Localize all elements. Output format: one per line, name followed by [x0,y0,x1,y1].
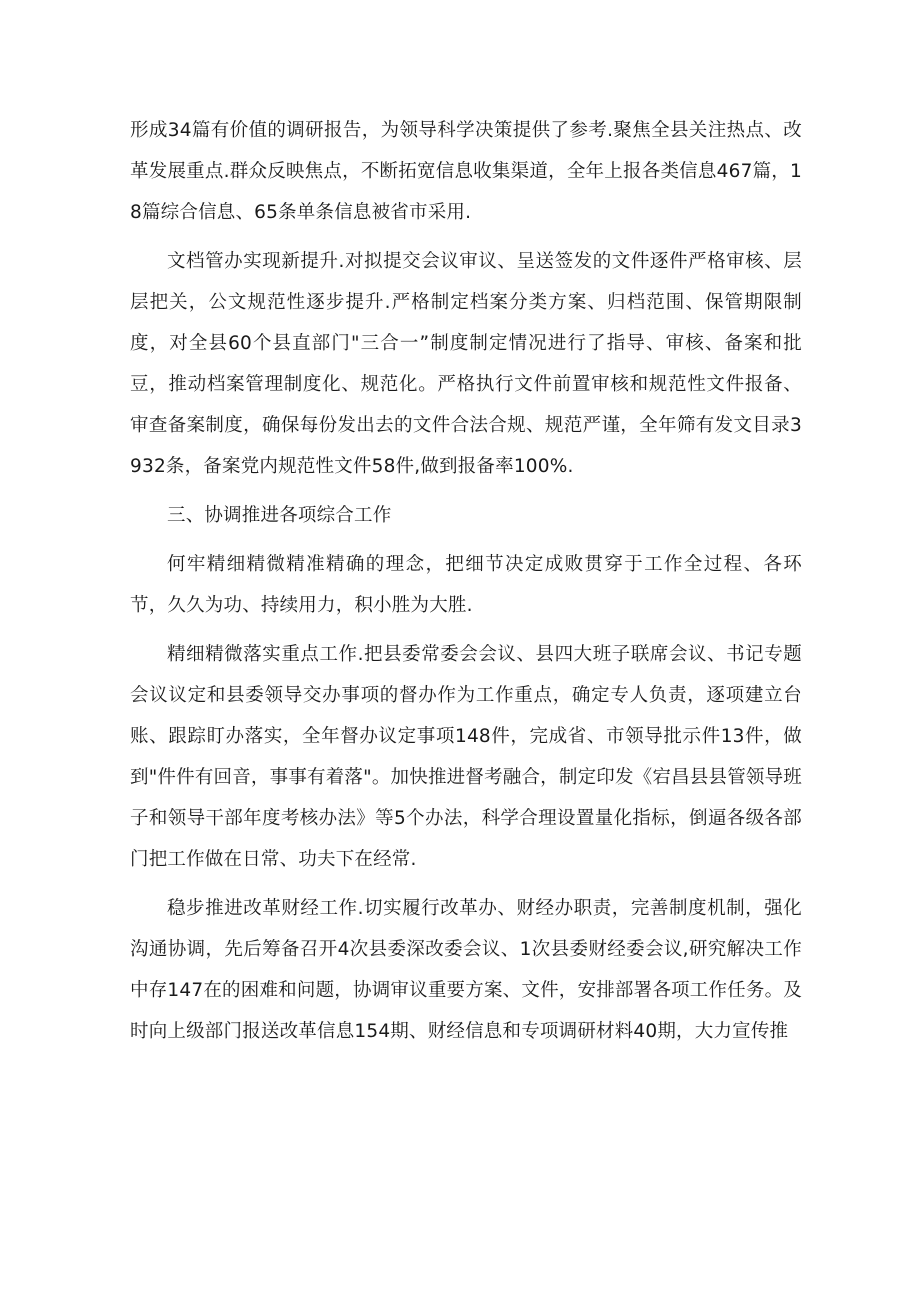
section-heading-coordination: 三、协调推进各项综合工作 [167,505,392,526]
document-body [130,110,802,1052]
paragraph-reform-finance-work: 稳步推进改革财经工作.切实履行改革办、财经办职责，完善制度机制，强化沟通协调，先后筹备召开4次县委深改委会议、1次县委财经委会议,研究解决工作中存147在的困难和问题，协调审议重要方案、文件，安排部署各项工作任务。及时向上级部门报送改革信息154期、财经信息和专项调研材料40期，大力宣传推 [130,898,802,1042]
paragraph-document-management: 文档管办实现新提升.对拟提交会议审议、呈送签发的文件逐件严格审核、层层把关，公文规范性逐步提升.严格制定档案分类方案、归档范围、保管期限制度，对全县60个县直部门"三合一”制度制定情况进行了指导、审核、备案和批豆，推动档案管理制度化、规范化。严格执行文件前置审核和规范性文件报备、审查备案制度，确保每份发出去的文件合法合规、规范严谨，全年筛有发文目录3932条，备案党内规范性文件58件,做到报备率100%. [130,251,802,477]
paragraph-key-work-supervision: 精细精微落实重点工作.把县委常委会会议、县四大班子联席会议、书记专题会议议定和县委领导交办事项的督办作为工作重点，确定专人负责，逐项建立台账、跟踪盯办落实，全年督办议定事项148件，完成省、市领导批示件13件，做到"件件有回音，事事有着落"。加快推进督考融合，制定印发《宕昌县县管领导班子和领导干部年度考核办法》等5个办法，科学合理设置量化指标，倒逼各级各部门把工作做在日常、功夫下在经常. [130,644,802,870]
paragraph-precision-concept: 何牢精细精微精准精确的理念，把细节决定成败贯穿于工作全过程、各环节，久久为功、持续用力，积小胜为大胜. [130,554,802,616]
paragraph-research-reports: 形成34篇有价值的调研报告，为领导科学决策提供了参考.聚焦全县关注热点、改革发展重点.群众反映焦点，不断拓宽信息收集渠道，全年上报各类信息467篇，18篇综合信息、65条单条信息被省市采用. [130,120,802,223]
